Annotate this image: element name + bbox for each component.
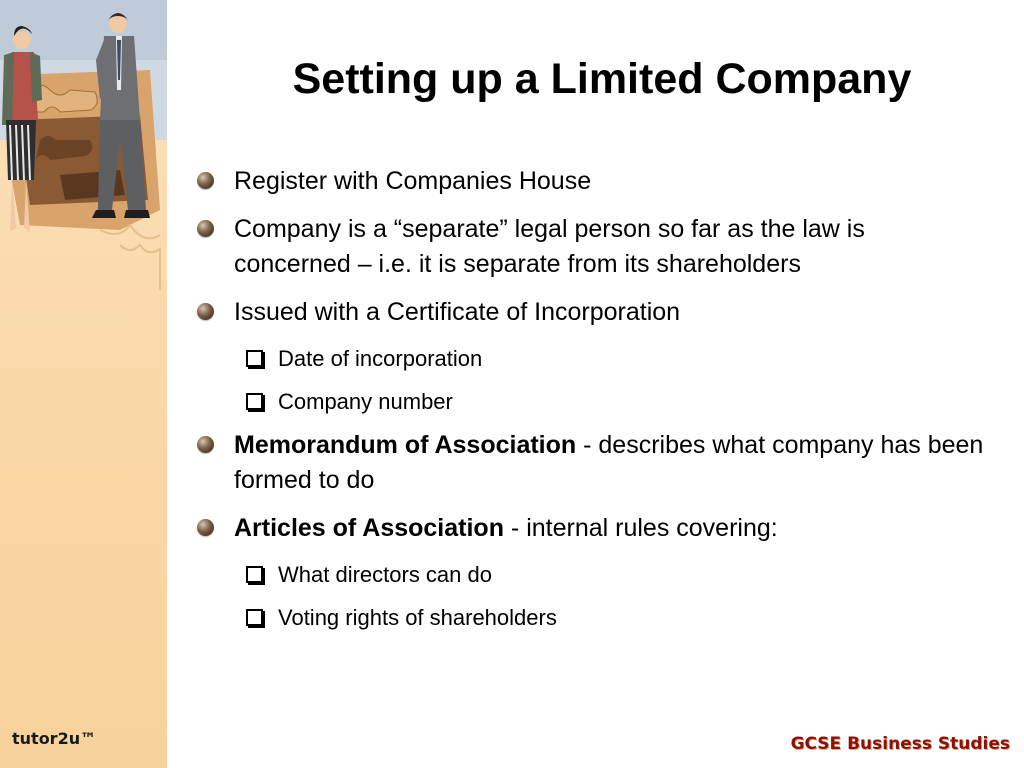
sub-list-item — [195, 344, 985, 374]
sphere-bullet-icon — [197, 303, 214, 320]
checkbox-square-icon — [246, 393, 263, 410]
sub-bullet-text: Date of incorporation — [278, 346, 483, 371]
list-item — [195, 428, 985, 498]
checkbox-square-icon — [246, 566, 263, 583]
list-item — [195, 511, 985, 546]
sphere-bullet-icon — [197, 172, 214, 189]
sub-bullet-text: Voting rights of shareholders — [278, 605, 557, 630]
list-item — [195, 295, 985, 330]
slide-title: Setting up a Limited Company — [292, 55, 912, 103]
checkbox-square-icon — [246, 609, 263, 626]
bullet-text: - internal rules covering: — [503, 514, 778, 542]
puzzle-people-illustration — [0, 0, 167, 290]
sphere-bullet-icon — [197, 220, 214, 237]
sub-bullet-text: Company number — [278, 389, 453, 414]
tutor2u-brand: tutor2u™ — [12, 729, 97, 748]
bullet-bold-term: Memorandum of Association — [234, 431, 577, 459]
list-item — [195, 212, 985, 282]
bullet-text: - describes what company has been formed to do — [234, 431, 984, 494]
sub-list-item — [195, 560, 985, 590]
bullet-list — [195, 164, 985, 633]
sphere-bullet-icon — [197, 436, 214, 453]
checkbox-square-icon — [246, 350, 263, 367]
sub-list-item — [195, 387, 985, 417]
sub-bullet-text: What directors can do — [278, 562, 492, 587]
bullet-bold-term: Articles of Association — [234, 514, 504, 542]
bullet-text: Company is a “separate” legal person so far as the law is concerned – i.e. it is separate from its shareholders — [234, 215, 865, 278]
sidebar-panel — [0, 0, 167, 768]
sphere-bullet-icon — [197, 519, 214, 536]
course-label: GCSE Business Studies — [790, 734, 1010, 754]
sub-list-item — [195, 603, 985, 633]
bullet-text: Register with Companies House — [234, 167, 592, 195]
bullet-text: Issued with a Certificate of Incorporation — [234, 298, 681, 326]
list-item — [195, 164, 985, 199]
